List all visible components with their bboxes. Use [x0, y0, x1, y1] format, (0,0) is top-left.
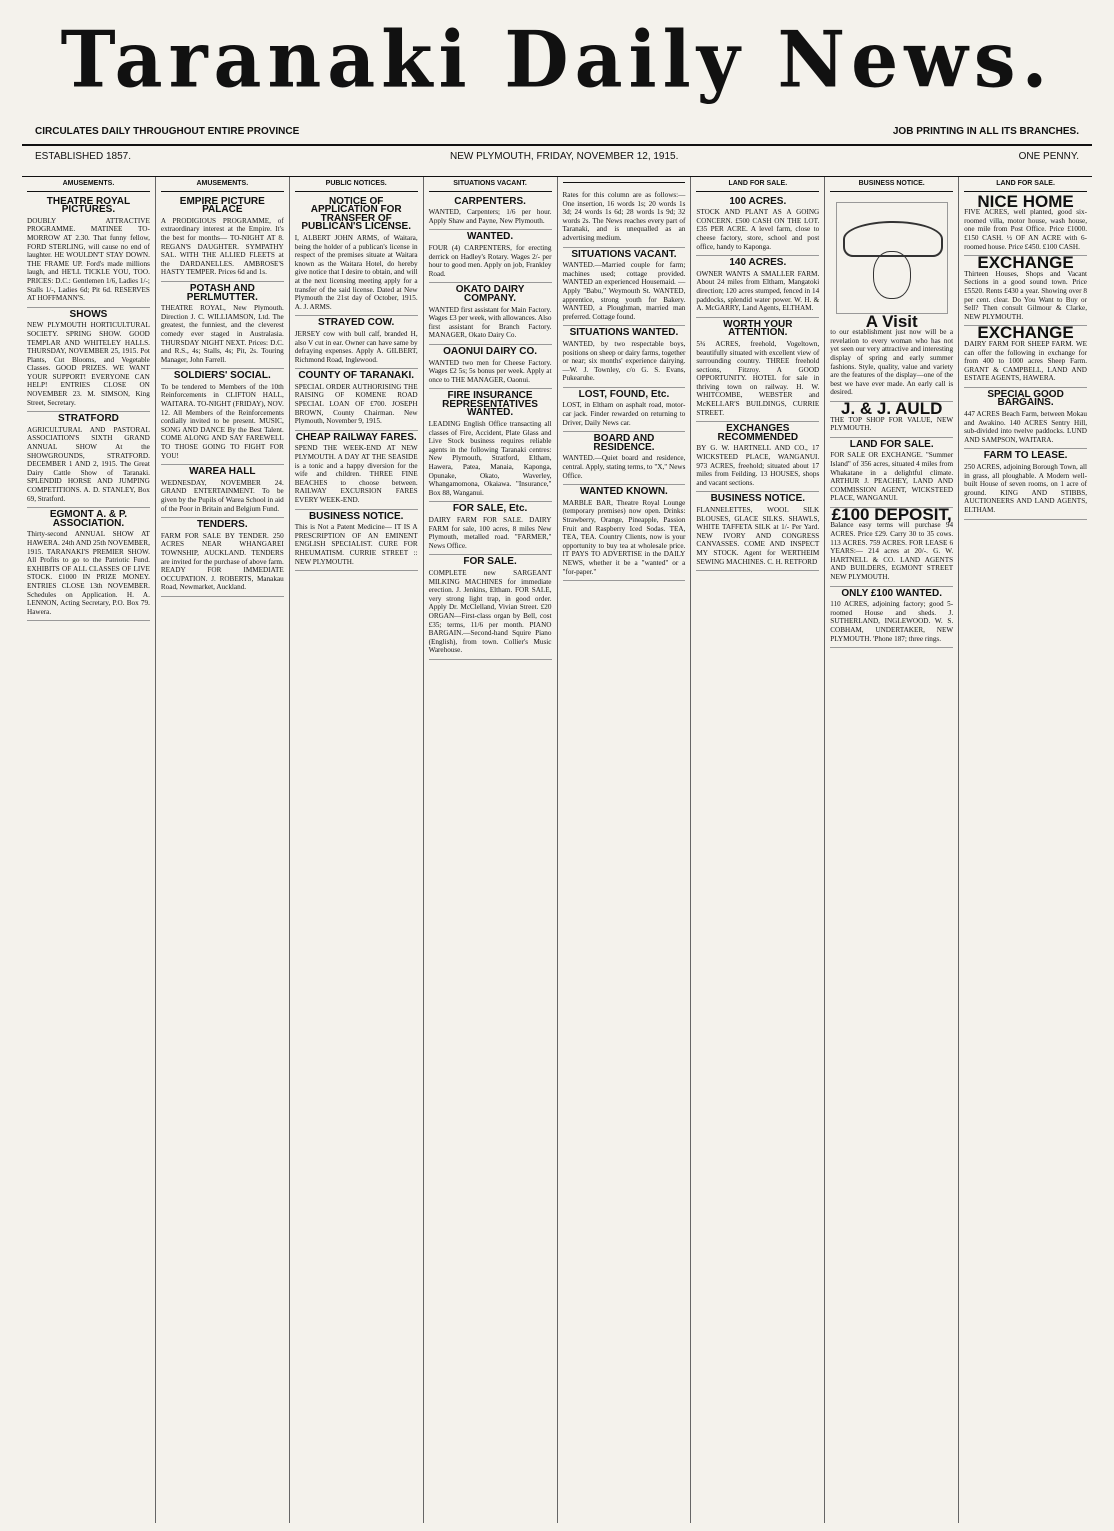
- dateline: [0, 146, 1114, 168]
- advertisement-body: DOUBLY ATTRACTIVE PROGRAMME. MATINEE TO-MORROW AT 2.30. That funny fellow, FORD STERLING, will cause no end of laughter. HE WOULDN'T STAY DOWN. THE FRAME UP. Ford's made millions laugh, and HE'LL TICKLE YOU, TOO. PRICES: D.C.: Gentlemen 1/6, Ladies 1/-; Stalls 1/-, Ladies 6d; Pit 6d. RESERVES AT HOFFMANN'S.: [27, 216, 150, 303]
- advertisement-body: DAIRY FARM FOR SHEEP FARM. WE can offer the following in exchange for from 400 to 1000 acres Sheep Farm. GRANT & CAMPBELL, LAND AND ESTATE AGENTS, HAWERA.: [964, 339, 1087, 383]
- advertisement: [696, 492, 819, 571]
- advertisement: [830, 195, 953, 402]
- advertisement-body: Rates for this column are as follows:—One insertion, 16 words 1s; 20 words 1s 3d; 24 words 1s 6d; 28 words 1s 9d; 32 words 2s. The News reaches every part of Taranaki, and is unequalled as an advertising medium.: [562, 191, 686, 242]
- advertisement: [563, 248, 686, 327]
- advertisement-body: THE TOP SHOP FOR VALUE, NEW PLYMOUTH.: [830, 415, 954, 433]
- advertisement: [161, 195, 284, 282]
- circulation-tagline: CIRCULATES DAILY THROUGHOUT ENTIRE PROVINCE: [35, 126, 300, 137]
- advertisement-title: LOST, FOUND, Etc.: [578, 388, 670, 400]
- advertisement-body: FLANNELETTES, WOOL SILK BLOUSES, GLACE SILKS. SHAWLS, WHITE TAFFETA SILK at 1/- Per Yard. NEW IVORY AND CONGRESS CANVASSES. COME AND INSPECT MY STOCK. Agent for WERTHEIM SEWING MACHINES. C. H. RETFORD: [696, 506, 820, 566]
- column-8: [959, 177, 1092, 1523]
- column-heading: PUBLIC NOTICES.: [295, 180, 418, 192]
- advertisement: [429, 389, 552, 502]
- advertisement: [696, 195, 819, 257]
- advertisement-body: SPECIAL ORDER AUTHORISING THE RAISING OF KOMENE ROAD SPECIAL LOAN OF £700. JOSEPH BROWN, County Chairman. New Plymouth, November 9, 1915.: [294, 382, 418, 426]
- advertisement-body: AGRICULTURAL AND PASTORAL ASSOCIATION'S SIXTH GRAND ANNUAL SHOW At the SHOWGROUNDS, STRATFORD. DECEMBER 1 AND 2, 1915. The Great Dairy Cattle Show of Taranaki. SPLENDID HORSE AND JUMPING COMPETITIONS. A. D. STANLEY, Box 69, Stratford.: [27, 425, 150, 503]
- advertisement: [295, 431, 418, 510]
- advertisement-title: SPECIAL GOOD BARGAINS.: [987, 388, 1064, 409]
- column-heading: LAND FOR SALE.: [696, 180, 819, 192]
- advertisement-title: COUNTY OF TARANAKI.: [298, 370, 415, 382]
- advertisement-title: J. & J. AULD: [840, 398, 943, 418]
- advertisement-title: SHOWS: [69, 308, 108, 320]
- column-heading: AMUSEMENTS.: [27, 180, 150, 192]
- newspaper-title: Taranaki Daily News.: [60, 14, 1054, 106]
- place-date: NEW PLYMOUTH, FRIDAY, NOVEMBER 12, 1915.: [450, 151, 679, 162]
- column-heading: LAND FOR SALE.: [964, 180, 1087, 192]
- advertisement: [696, 422, 819, 492]
- advertisement-title: CARPENTERS.: [454, 195, 526, 207]
- advertisement-title: LAND FOR SALE.: [849, 438, 934, 450]
- advertisement-body: Thirty-second ANNUAL SHOW AT HAWERA. 24th AND 25th NOVEMBER, 1915. TARANAKI'S PREMIER SHOW. All Profits to go to the Patriotic Fund. EXHIBITS OF ALL CLASSES OF LIVE STOCK. £1000 IN PRIZE MONEY. ENTRIES CLOSE 13th NOVEMBER. Schedules on Application. H. A. LENNON, Acting Secretary, P.O. Box 79. Hawera.: [27, 530, 150, 616]
- advertisement: [964, 323, 1087, 388]
- advertisement-title: TENDERS.: [197, 519, 248, 531]
- advertisement-title: OAONUI DAIRY CO.: [443, 345, 538, 357]
- advertisement: [563, 485, 686, 581]
- advertisement-body: 250 ACRES, adjoining Borough Town, all in grass, all ploughable. A Modern well-built House of seven rooms, on 1 acre of ground. KING AND STIBBS, AUCTIONEERS AND LAND AGENTS, ELTHAM.: [964, 463, 1087, 514]
- advertisement: [696, 256, 819, 318]
- advertisement-title: BUSINESS NOTICE.: [710, 493, 806, 505]
- advertisement-title: OKATO DAIRY COMPANY.: [455, 284, 525, 304]
- advertisement: [563, 326, 686, 388]
- established: ESTABLISHED 1857.: [35, 151, 131, 162]
- advertisement-title: EMPIRE PICTURE PALACE: [179, 195, 265, 216]
- advertisement-body: WANTED two men for Cheese Factory. Wages £2 5s; 5s bonus per week. Apply at once to THE MANAGER, Oaonui.: [428, 358, 552, 384]
- column-5: [558, 177, 692, 1523]
- masthead-taglines: [0, 122, 1114, 144]
- advertisement-title: ONLY £100 WANTED.: [841, 587, 942, 599]
- advertisement: [27, 308, 150, 413]
- advertisement-body: LEADING English Office transacting all classes of Fire, Accident, Plate Glass and Live Stock business requires reliable agents in the following Taranaki centres: New Plymouth, Stratford, Eltham, Hawera, Patea, Manaia, Kaponga, Opunake, Okato, Waverley, Whangamomona, Okaiawa. "Insurance," Box 88, Wanganui.: [428, 420, 552, 497]
- advertisement-body: 447 ACRES Beach Farm, between Mokau and Awakino. 140 ACRES Sentry Hill, sub-divided into twelve paddocks. LUND AND SAMPSON, WAITARA.: [964, 410, 1087, 444]
- advertisement: [429, 555, 552, 660]
- advertisement-title: FOR SALE.: [463, 556, 517, 568]
- advertisement-title: FARM TO LEASE.: [983, 450, 1068, 462]
- woman-portrait-illustration: [836, 202, 948, 314]
- advertisement-title: WANTED KNOWN.: [580, 486, 668, 498]
- advertisement-body: WANTED, Carpenters; 1/6 per hour. Apply Shaw and Payne, New Plymouth.: [428, 208, 552, 225]
- advertisement: [27, 195, 150, 308]
- advertisement-body: LOST, in Eltham on asphalt road, motor-car jack. Finder rewarded on returning to Driver, Daily News car.: [562, 401, 686, 427]
- advertisement: [27, 508, 150, 621]
- face-shape: [873, 251, 911, 299]
- advertisement-body: FIVE ACRES, well planted, good six-roomed villa, motor house, wash house, one mile from Post Office. Price £1000. £150 CASH. ½ OF AN ACRE with 6-roomed house. Price £450. £100 CASH.: [964, 208, 1087, 251]
- advertisement: [295, 369, 418, 431]
- advertisement-body: MARBLE BAR, Theatre Royal Lounge (temporary premises) now open. Drinks: Strawberry, Orange, Pineapple, Passion Fruit and Raspberry Iced Sodas. TEA, TEA, TEA. Country Clients, now is your opportunity to buy tea at wholesale price. IT PAYS TO ADVERTISE in the DAILY NEWS, whether it be a "wanted" or a "for-paper.": [562, 498, 686, 576]
- advertisement-title: EXCHANGES RECOMMENDED: [717, 423, 799, 443]
- advertisement-title: WANTED.: [467, 231, 514, 243]
- advertisement: [964, 388, 1087, 450]
- column-heading: [563, 180, 686, 183]
- advertisement: [161, 369, 284, 465]
- column-2: [156, 177, 290, 1523]
- advertisement: [429, 502, 552, 555]
- advertisement-title: THEATRE ROYAL PICTURES.: [46, 195, 131, 216]
- price: ONE PENNY.: [1018, 151, 1079, 162]
- advertisement: [27, 412, 150, 508]
- advertisement-title: FIRE INSURANCE REPRESENTATIVES WANTED.: [442, 390, 538, 419]
- advertisement: [429, 230, 552, 283]
- advertisement-title: £100 DEPOSIT,: [831, 504, 952, 524]
- advertisement-body: SPEND THE WEEK-END AT NEW PLYMOUTH. A DAY AT THE SEASIDE is a tonic and a happy diversion for the wife and children. THREE FINE BEACHES to choose between. RAILWAY EXCURSION FARES EVERY WEEK-END.: [294, 444, 418, 504]
- advertisement-title: EXCHANGE: [977, 323, 1074, 343]
- advertisement-body: To be tendered to Members of the 10th Reinforcements in CLIFTON HALL, WAITARA. TO-NIGHT (FRIDAY), NOV. 12. All Members of the Reinforcements cordially invited to be present. MUSIC, SONG AND DANCE By the Best Talent. COME ALONG AND SAY FAREWELL TO THOSE GOING TO FIGHT FOR YOU!: [160, 382, 284, 460]
- advertisement-body: I, ALBERT JOHN ARMS, of Waitara, being the holder of a publican's license in respect of the premises situate at Waitara known as the Waitara Hotel, do hereby give notice that I desire to obtain, and will at the next licensing meeting apply for a transfer of the said license. Dated at New Plymouth the 21st day of October, 1915. A. J. ARMS.: [294, 233, 418, 311]
- advertisement: [696, 318, 819, 423]
- advertisement: [295, 195, 418, 317]
- advertisement-title: STRAYED COW.: [318, 317, 395, 329]
- advertisement-title: 140 ACRES.: [729, 257, 787, 269]
- advertisement-title: A Visit: [865, 311, 918, 331]
- advertisement-title: NICE HOME: [977, 191, 1074, 211]
- advertisement-title: SITUATIONS WANTED.: [569, 327, 679, 339]
- advertisement-title: 100 ACRES.: [729, 195, 787, 207]
- advertisement-body: WANTED, by two respectable boys, positions on sheep or dairy farms, together or near; six months' experience dairying.—W. J. Townley, c/o G. S. Evans, Pukearuhe.: [562, 339, 686, 383]
- advertisement: [429, 195, 552, 231]
- advertisement: [429, 345, 552, 389]
- advertisement: [964, 253, 1087, 326]
- advertisement-body: A PRODIGIOUS PROGRAMME, of extraordinary interest at the Empire. It's the best for months— TO-NIGHT AT 8. REGAN'S DAUGHTER. SYMPATHY SAL. WITH THE ALLIED FLEETS at the DARDANELLES. AMBROSE'S HASTY TEMPER. Prices 6d and 1s.: [160, 216, 284, 277]
- advertisement-body: 110 ACRES, adjoining factory; good 5-roomed House and sheds. J. SUTHERLAND, INGLEWOOD. W. S. COBHAM, UNDERTAKER, NEW PLYMOUTH. 'Phone 187; three rings.: [830, 600, 954, 643]
- advertisement: [161, 518, 284, 597]
- advertisement-body: WANTED.—Married couple for farm; machines used; cottage provided. WANTED an experienced Housemaid. —Apply "Babu," Weymouth St. WANTED, apprentice, strong youth for Bakery. WANTED, a Ploughman, married man preferred. Cottage found.: [562, 261, 686, 321]
- advertisement: [295, 510, 418, 572]
- column-heading: BUSINESS NOTICE.: [830, 180, 953, 192]
- advertisement-body: FOR SALE OR EXCHANGE. "Summer Island" of 356 acres, situated 4 miles from Whakatane in a delightful climate. ARTHUR J. PEACHEY, LAND AND COMMISSION AGENT, WICKSTEED PLACE, WANGANUI.: [830, 451, 954, 503]
- column-heading: AMUSEMENTS.: [161, 180, 284, 192]
- advertisement: [563, 388, 686, 432]
- advertisement: [429, 283, 552, 345]
- advertisement-body: JERSEY cow with bull calf, branded H, also V cut in ear. Owner can have same by defraying expenses. Apply A. GILBERT, Richmond Road, Inglewood.: [294, 329, 418, 364]
- advertisement: [964, 191, 1087, 257]
- advertisement-title: POTASH AND PERLMUTTER.: [186, 282, 258, 303]
- advertisement-body: Thirteen Houses, Shops and Vacant Sections in a good sound town. Price £5520. Rents £430 a year. Showing over 8 per cent. clear. Do You Want to Buy or Sell? Then consult Gilmour & Clarke, NEW PLYMOUTH.: [964, 269, 1087, 321]
- advertisement-title: EGMONT A. & P. ASSOCIATION.: [49, 509, 128, 529]
- column-4: [424, 177, 558, 1523]
- column-7: [825, 177, 959, 1523]
- advertisement-title: SITUATIONS VACANT.: [571, 248, 677, 260]
- advertisement-title: EXCHANGE: [977, 253, 1074, 273]
- advertisement-body: COMPLETE new SARGEANT MILKING MACHINES for immediate erection. J. Jenkins, Eltham. FOR SALE, very strong light trap, in good order. Apply Dr. McClelland, Vivian Street. £20 ORGAN—First-class organ by Bell, cost £35; terms, 11/6 per month. PIANO BARGAIN.—Second-hand Squire Piano (English), from town. Collier's Music Warehouse.: [428, 568, 552, 655]
- job-printing-tagline: JOB PRINTING IN ALL ITS BRANCHES.: [892, 126, 1079, 137]
- advertisement-body: FARM FOR SALE BY TENDER. 250 ACRES NEAR WHANGAREI TOWNSHIP, AUCKLAND. TENDERS are invited for the purchase of above farm. READY FOR IMMEDIATE OCCUPATION. J. ROBERTS, Manakau Road, Newmarket, Auckland.: [160, 531, 284, 592]
- column-heading: SITUATIONS VACANT.: [429, 180, 552, 192]
- advertisement: [295, 316, 418, 369]
- advertisement: [830, 504, 954, 587]
- advertisement-title: CHEAP RAILWAY FARES.: [295, 431, 417, 443]
- advertisement-body: STOCK AND PLANT AS A GOING CONCERN. £500 CASH ON THE LOT. £35 PER ACRE. A level farm, close to cheese factory, store, school and post office, handy to Kaponga.: [696, 208, 820, 251]
- columns: [22, 176, 1092, 1523]
- advertisement-body: OWNER WANTS A SMALLER FARM. About 24 miles from Eltham, Mangatoki direction; 120 acres stumped, fenced in 14 paddocks, splendid water power. W. H. & A. McGARRY, Land Agents, ELTHAM.: [696, 269, 820, 313]
- advertisement-body: WANTED.—Quiet board and residence, central. Apply, stating terms, to "X," News Office.: [562, 454, 686, 480]
- advertisement-title: WORTH YOUR ATTENTION.: [723, 318, 793, 339]
- advertisement-body: DAIRY FARM FOR SALE. DAIRY FARM for sale, 100 acres, 8 miles New Plymouth, metalled road. "FARMER," News Office.: [428, 516, 552, 550]
- advertisement-body: THEATRE ROYAL, New Plymouth. Direction J. C. WILLIAMSON, Ltd. The greatest, the funniest, and the cleverest comedy ever staged in Australasia. THURSDAY NIGHT NEXT. Prices: D.C. and R.S., 4s; Stalls, 4s; Pit, 2s. Touring Manager, John Farrell.: [160, 304, 284, 364]
- advertisement-title: BOARD AND RESIDENCE.: [593, 433, 655, 453]
- advertisement-title: BUSINESS NOTICE.: [308, 510, 404, 522]
- advertisement-title: FOR SALE, Etc.: [452, 503, 528, 515]
- advertisement-body: WEDNESDAY, NOVEMBER 24. GRAND ENTERTAINMENT. To be given by the Pupils of Warea School in aid of the Poor in Britain and Belgium Fund.: [160, 478, 284, 513]
- advertisement-body: WANTED first assistant for Main Factory. Wages £3 per week, with allowances. Also first assistant for Branch Factory. MANAGER, Okato Dairy Co.: [428, 305, 552, 340]
- advertisement-title: NOTICE OF APPLICATION FOR TRANSFER OF PUBLICAN'S LICENSE.: [301, 195, 411, 233]
- advertisement-body: NEW PLYMOUTH HORTICULTURAL SOCIETY. SPRING SHOW. GOOD TEMPLAR AND WHITELEY HALLS. THURSDAY, NOVEMBER 25, 1915. Pot Plants, Cut Blooms, and Vegetable Classes. GOOD PRIZES. WE WANT YOUR SUPPORT! EVERYONE CAN HELP! ENTRIES CLOSE ON NOVEMBER 23. M. SIMSON, King Street, Secretary.: [27, 321, 150, 407]
- advertisement: [161, 282, 284, 369]
- advertisement-body: This is Not a Patent Medicine— IT IS A PRESCRIPTION OF AN EMINENT ENGLISH SPECIALIST. CURE FOR RHEUMATISM. CURRIE STREET :: NEW PLYMOUTH.: [294, 523, 418, 566]
- advertisement: [830, 587, 953, 649]
- advertisement: [830, 398, 954, 438]
- advertisement-title: SOLDIERS' SOCIAL.: [173, 370, 271, 382]
- advertisement-body: Balance easy terms will purchase 94 ACRES. Price £29. Carry 30 to 35 cows. 113 ACRES. 759 ACRES. FOR LEASE 6 YEARS:— 214 acres at 20/-. G. W. HARTNELL & CO. LAND AGENTS AND BUILDERS, EGMONT STREET NEW PLYMOUTH.: [830, 521, 954, 582]
- advertisement-title: WAREA HALL: [189, 466, 256, 478]
- advertisement: [161, 465, 284, 518]
- advertisement-body: 5¾ ACRES, freehold, Vogeltown, beautifully situated with excellent view of surrounding country. THREE freehold sections, Fitzroy. A GOOD OPPORTUNITY. HOTEL for sale in thriving town on railway. H. W. WHITCOMBE, WEBSTER and McKELLAR'S BUILDINGS, CURRIE STREET.: [696, 339, 820, 417]
- advertisement: [830, 438, 953, 508]
- masthead: [0, 0, 1114, 122]
- advertisement: [563, 186, 686, 248]
- advertisement-body: to our establishment just now will be a revelation to every woman who has not yet seen our very attractive and interesting display of spring and early summer fashions. Style, quality, value and variety are the features of the display—one of the best we have ever made. An early call is desired.: [830, 328, 954, 397]
- column-6: [691, 177, 825, 1523]
- advertisement-body: BY G. W. HARTNELL AND CO., 17 WICKSTEED PLACE, WANGANUI. 973 ACRES, freehold; situated about 17 miles from Feilding. 13 HOUSES, shops and vacant sections.: [696, 444, 820, 487]
- advertisement-title: STRATFORD: [57, 413, 119, 425]
- column-3: [290, 177, 424, 1523]
- advertisement: [563, 432, 686, 485]
- advertisement-body: FOUR (4) CARPENTERS, for erecting derrick on Hadley's Rotary. Wages 2/- per hour to good men. Apply on job, Frankley Road.: [428, 243, 552, 278]
- column-1: [22, 177, 156, 1523]
- advertisement: [964, 449, 1087, 519]
